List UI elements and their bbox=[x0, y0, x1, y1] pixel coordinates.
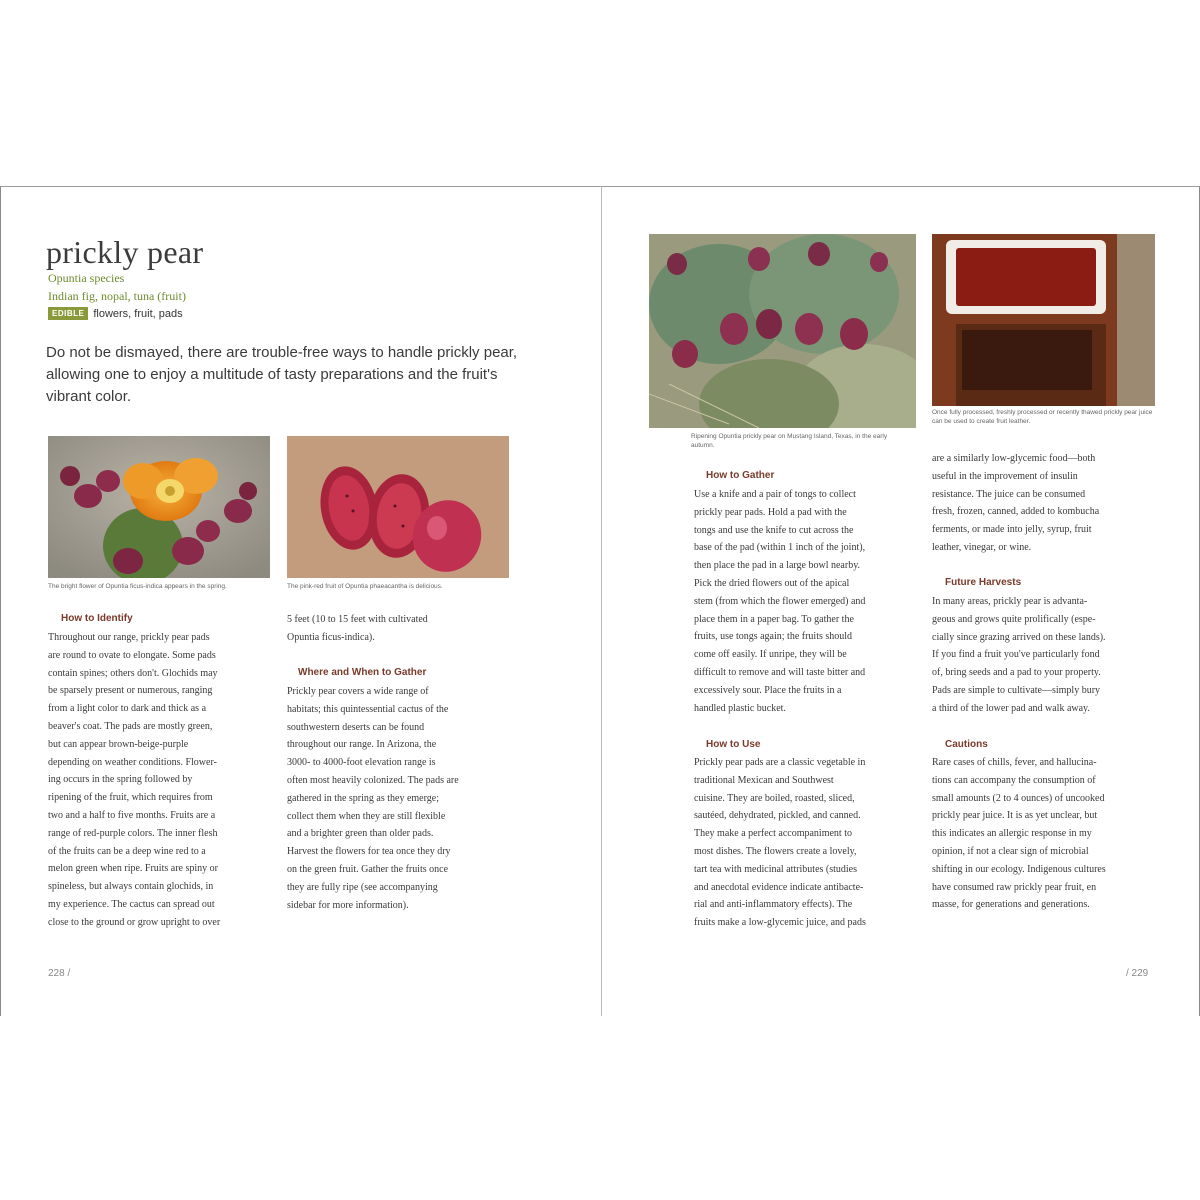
page-fold bbox=[601, 186, 602, 1016]
text-line: rial and anti-inflammatory effects). The bbox=[694, 899, 853, 911]
text-line: Opuntia ficus-indica). bbox=[287, 631, 375, 643]
text-line: cially since grazing arrived on these lands). bbox=[932, 631, 1106, 643]
edible-row bbox=[48, 307, 183, 320]
text-line: this indicates an allergic response in my bbox=[932, 828, 1092, 840]
text-line: 5 feet (10 to 15 feet with cultivated bbox=[287, 614, 428, 625]
photo3-caption: Ripening Opuntia prickly pear on Mustang Island, Texas, in the early autumn. bbox=[691, 433, 888, 449]
text-line: are a similarly low-glycemic food—both bbox=[932, 453, 1096, 464]
fruit-halves-photo bbox=[287, 436, 509, 578]
text-line: small amounts (2 to 4 ounces) of uncooked bbox=[932, 792, 1105, 804]
text-line: Rare cases of chills, fever, and hallucina- bbox=[932, 757, 1097, 768]
text-line: then place the pad in a large bowl nearby. bbox=[694, 560, 861, 572]
text-line: southwestern deserts can be found bbox=[287, 721, 425, 733]
photo2-caption: The pink-red fruit of Opuntia phaeacantha is delicious. bbox=[287, 583, 443, 590]
text-line: geous and grows quite prolifically (espe- bbox=[932, 613, 1096, 625]
text-line: leather, vinegar, or wine. bbox=[932, 541, 1032, 553]
text-line: gathered in the spring as they emerge; bbox=[287, 792, 439, 804]
edible-parts: flowers, fruit, pads bbox=[93, 307, 183, 320]
text-line: In many areas, prickly pear is advanta- bbox=[932, 596, 1088, 607]
page-title: prickly pear bbox=[46, 234, 204, 270]
text-line: Pick the dried flowers out of the apical bbox=[694, 577, 850, 589]
text-line: place them in a paper bag. To gather the bbox=[694, 613, 854, 625]
text-line: sautéed, dehydrated, pickled, and canned. bbox=[694, 810, 861, 822]
where-text bbox=[287, 683, 517, 914]
text-line: stem (from which the flower emerged) and bbox=[694, 595, 866, 607]
text-line: opinion, if not a clear sign of microbial bbox=[932, 845, 1089, 857]
text-line: and anecdotal evidence indicate antibacte- bbox=[694, 881, 864, 893]
text-line: fruits, use tongs again; the fruits should bbox=[694, 631, 853, 643]
text-line: prickly pear juice. It is as yet unclear, but bbox=[932, 810, 1098, 822]
gather-heading: How to Gather bbox=[706, 470, 775, 481]
text-line: depending on weather conditions. Flower- bbox=[48, 756, 217, 768]
text-line: cuisine. They are boiled, roasted, sliced, bbox=[694, 792, 855, 804]
text-line: close to the ground or grow upright to over bbox=[48, 916, 221, 928]
text-line: come off easily. If unripe, they will be bbox=[694, 649, 847, 661]
text-line: shifting in our ecology. Indigenous cultures bbox=[932, 863, 1106, 875]
text-line: base of the pad (within 1 inch of the joint), bbox=[694, 542, 866, 554]
text-line: throughout our range. In Arizona, the bbox=[287, 739, 437, 751]
text-line: tongs and use the knife to cut across the bbox=[694, 524, 854, 536]
text-line: often most heavily colonized. The pads are bbox=[287, 774, 459, 786]
text-line: If you find a fruit you've particularly fond bbox=[932, 649, 1100, 661]
intro-paragraph: Do not be dismayed, there are trouble-free ways to handle prickly pear, allowing one to enjoy a multitude of tasty preparations and the fruit's vibrant color. bbox=[46, 344, 518, 405]
left-folio: 228 / bbox=[48, 968, 71, 979]
where-heading: Where and When to Gather bbox=[298, 667, 427, 678]
edible-badge: EDIBLE bbox=[48, 307, 88, 320]
juice-photo bbox=[932, 234, 1155, 406]
text-line: of, bring seeds and a pad to your property. bbox=[932, 667, 1101, 679]
use-heading: How to Use bbox=[706, 739, 761, 750]
text-line: most dishes. The flowers create a lovely, bbox=[694, 845, 857, 857]
text-line: masse, for generations and generations. bbox=[932, 899, 1090, 911]
text-line: of the fruits can be a deep wine red to a bbox=[48, 845, 206, 857]
text-line: Harvest the flowers for tea once they dry bbox=[287, 846, 451, 858]
cautions-heading: Cautions bbox=[945, 739, 988, 750]
text-line: on the green fruit. Gather the fruits once bbox=[287, 863, 449, 875]
future-heading: Future Harvests bbox=[945, 577, 1022, 588]
text-line: sidebar for more information). bbox=[287, 899, 409, 911]
photo1-caption: The bright flower of Opuntia ficus-indica appears in the spring. bbox=[48, 583, 227, 590]
text-line: Prickly pear covers a wide range of bbox=[287, 686, 429, 697]
identify-text bbox=[48, 629, 278, 932]
text-line: collect them when they are still flexible bbox=[287, 810, 446, 822]
text-line: my experience. The cactus can spread out bbox=[48, 898, 215, 910]
use-text-continued bbox=[932, 450, 1162, 557]
text-line: range of red-purple colors. The inner flesh bbox=[48, 827, 218, 839]
use-text bbox=[694, 754, 924, 932]
right-folio: / 229 bbox=[1126, 968, 1149, 979]
text-line: ripening of the fruit, which requires from bbox=[48, 792, 213, 804]
text-line: are round to ovate to elongate. Some pads bbox=[48, 649, 216, 661]
text-line: Throughout our range, prickly pear pads bbox=[48, 632, 210, 643]
text-line: fresh, frozen, canned, added to kombucha bbox=[932, 506, 1100, 518]
cautions-text bbox=[932, 754, 1162, 914]
text-line: They make a perfect accompaniment to bbox=[694, 828, 852, 840]
common-names: Indian fig, nopal, tuna (fruit) bbox=[48, 289, 186, 303]
cactus-flower-photo bbox=[48, 436, 270, 578]
text-line: resistance. The juice can be consumed bbox=[932, 488, 1086, 500]
text-line: and a brighter green than older pads. bbox=[287, 828, 434, 840]
text-line: beaver's coat. The pads are mostly green, bbox=[48, 720, 213, 732]
text-line: excessively sour. Place the fruits in a bbox=[694, 684, 842, 696]
text-line: habitats; this quintessential cactus of the bbox=[287, 703, 449, 715]
latin-name: Opuntia species bbox=[48, 271, 125, 285]
text-line: Pads are simple to cultivate—simply bury bbox=[932, 684, 1101, 696]
identify-text-continued bbox=[287, 611, 517, 647]
text-line: traditional Mexican and Southwest bbox=[694, 774, 834, 786]
text-line: handled plastic bucket. bbox=[694, 702, 786, 714]
text-line: but can appear brown-beige-purple bbox=[48, 738, 189, 750]
text-line: spineless, but always contain glochids, in bbox=[48, 881, 214, 893]
photo4-caption: Once fully processed, freshly processed or recently thawed prickly pear juice can be used to create fruit leather. bbox=[932, 409, 1153, 425]
text-line: two and a half to five months. Fruits are a bbox=[48, 809, 216, 821]
text-line: contain spines; others don't. Glochids may bbox=[48, 667, 218, 679]
text-line: useful in the improvement of insulin bbox=[932, 470, 1078, 482]
text-line: difficult to remove and will taste bitter and bbox=[694, 666, 866, 678]
text-line: tions can accompany the consumption of bbox=[932, 774, 1096, 786]
text-line: be sparsely present or numerous, ranging bbox=[48, 685, 213, 697]
text-line: Prickly pear pads are a classic vegetable in bbox=[694, 757, 866, 768]
ripening-pear-photo bbox=[649, 234, 916, 428]
text-line: ferments, or made into jelly, syrup, fruit bbox=[932, 524, 1092, 536]
text-line: melon green when ripe. Fruits are spiny or bbox=[48, 863, 218, 875]
text-line: a third of the lower pad and walk away. bbox=[932, 702, 1090, 714]
future-text bbox=[932, 593, 1162, 718]
text-line: prickly pear pads. Hold a pad with the bbox=[694, 506, 847, 518]
text-line: Use a knife and a pair of tongs to collect bbox=[694, 489, 856, 500]
text-line: fruits make a low-glycemic juice, and pads bbox=[694, 917, 866, 929]
text-line: from a light color to dark and thick as a bbox=[48, 703, 207, 715]
gather-text bbox=[694, 486, 924, 717]
text-line: have consumed raw prickly pear fruit, en bbox=[932, 881, 1097, 893]
identify-heading: How to Identify bbox=[61, 613, 133, 624]
text-line: tart tea with medicinal attributes (studies bbox=[694, 863, 858, 875]
text-line: they are fully ripe (see accompanying bbox=[287, 881, 438, 893]
text-line: 3000- to 4000-foot elevation range is bbox=[287, 757, 436, 769]
text-line: ing occurs in the spring followed by bbox=[48, 774, 193, 786]
